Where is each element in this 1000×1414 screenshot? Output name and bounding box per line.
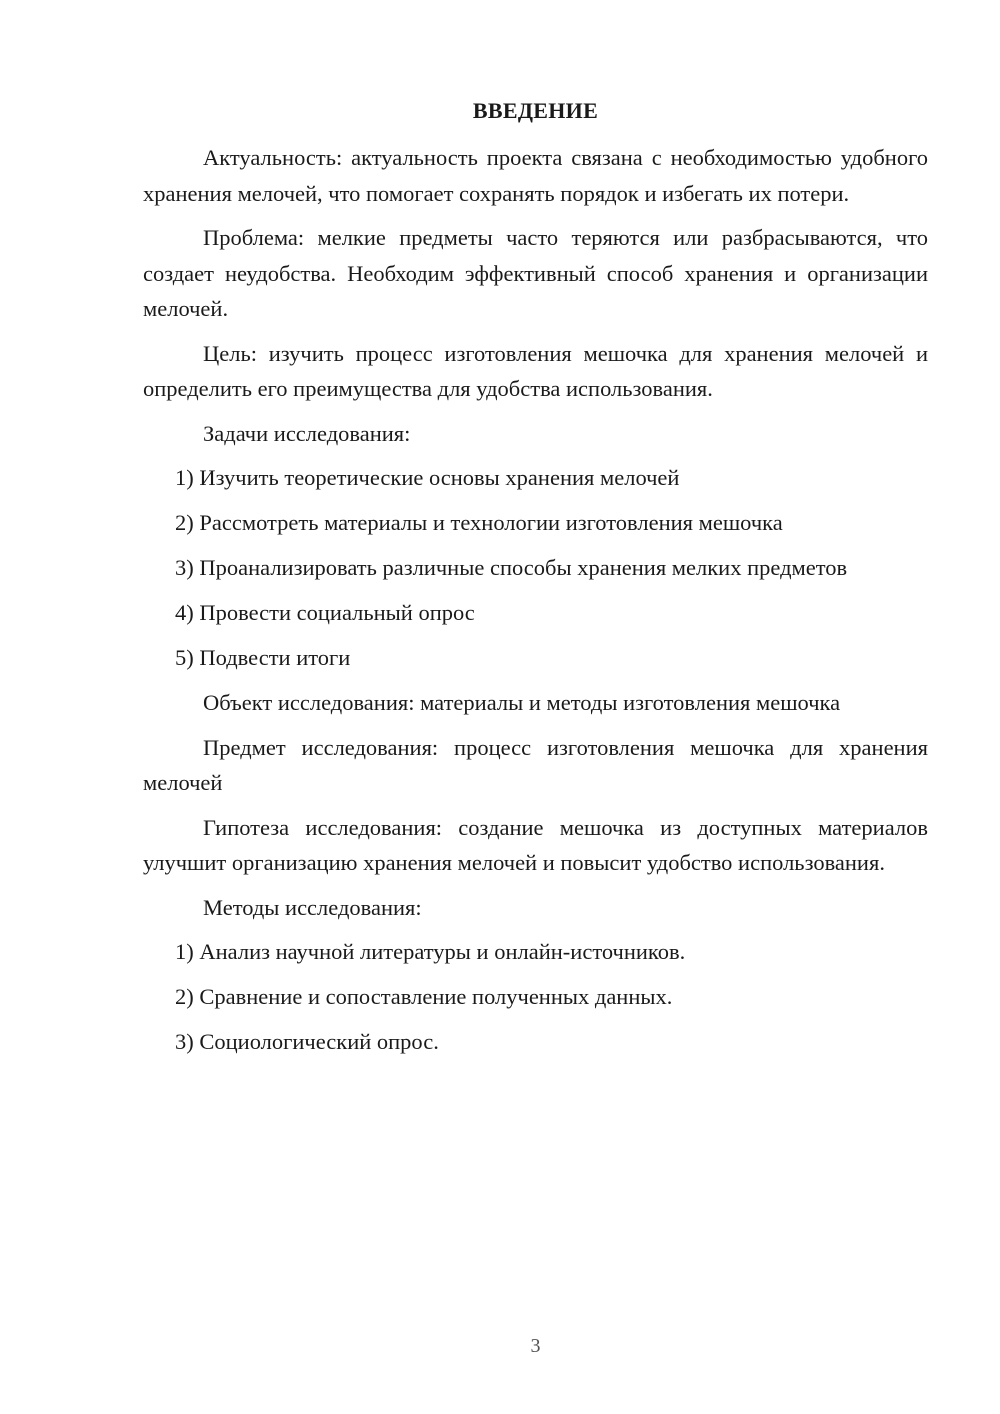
task-item: 2) Рассмотреть материалы и технологии изготовления мешочка [175, 510, 783, 535]
task-item: 4) Провести социальный опрос [175, 600, 475, 625]
object-paragraph: Объект исследования: материалы и методы изготовления мешочка [203, 690, 841, 715]
tasks-heading: Задачи исследования: [203, 420, 411, 446]
goal-paragraph: Цель: изучить процесс изготовления мешочка для хранения мелочей и определить его преимущества для удобства использования. [143, 340, 928, 401]
methods-heading: Методы исследования: [203, 894, 422, 920]
document-body [143, 140, 928, 1069]
task-item: 1) Изучить теоретические основы хранения мелочей [175, 465, 680, 490]
page-number: 3 [530, 1335, 541, 1357]
problem-paragraph: Проблема: мелкие предметы часто теряются или разбрасываются, что создает неудобства. Необходим эффективный способ хранения и организации мелочей. [143, 225, 928, 321]
page-title: ВВЕДЕНИЕ [472, 98, 599, 123]
subject-paragraph: Предмет исследования: процесс изготовления мешочка для хранения мелочей [143, 734, 928, 795]
method-item: 2) Сравнение и сопоставление полученных данных. [175, 984, 673, 1009]
task-item: 3) Проанализировать различные способы хранения мелких предметов [175, 555, 848, 580]
method-item: 3) Социологический опрос. [175, 1029, 439, 1054]
document-page [143, 0, 928, 1414]
method-item: 1) Анализ научной литературы и онлайн-источников. [175, 939, 686, 964]
hypothesis-paragraph: Гипотеза исследования: создание мешочка из доступных материалов улучшит организацию хранения мелочей и повысит удобство использования. [143, 814, 928, 875]
relevance-paragraph: Актуальность: актуальность проекта связана с необходимостью удобного хранения мелочей, что помогает сохранять порядок и избегать их потери. [143, 145, 928, 206]
task-item: 5) Подвести итоги [175, 645, 351, 670]
